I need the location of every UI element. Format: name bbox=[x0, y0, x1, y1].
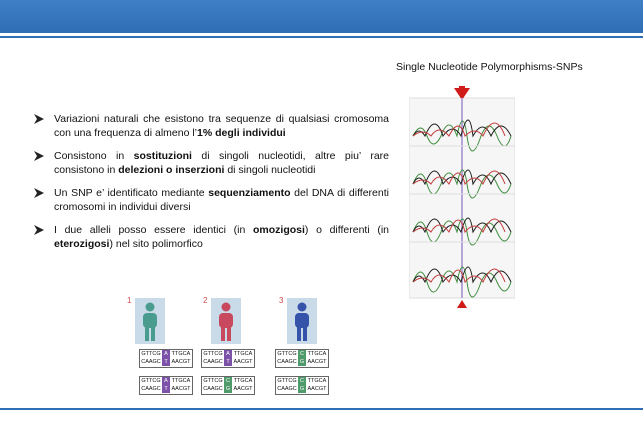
bullet-text-3-1: omozigosi bbox=[252, 224, 305, 236]
bullet-text-2-2: del DNA di differenti cromosomi in individui diversi bbox=[54, 187, 389, 213]
arrow-bullet-icon bbox=[34, 188, 44, 198]
individual-1 bbox=[127, 298, 177, 346]
bullet-text-0-1: 1% degli individui bbox=[197, 127, 286, 139]
bullet-text-2-1: sequenziamento bbox=[208, 187, 291, 199]
sequence-box: GTTCG A TTGCA CAAGC T AACGT bbox=[201, 349, 255, 368]
bullet-text-1-4: di singoli nucleotidi bbox=[224, 164, 316, 176]
chromatogram-image bbox=[409, 86, 515, 308]
header-bar bbox=[0, 0, 643, 33]
individual-3 bbox=[279, 298, 329, 346]
arrow-bullet-icon bbox=[34, 114, 44, 124]
bullet-item bbox=[33, 223, 389, 251]
sequence-box: GTTCG C TTGCA CAAGC G AACGT bbox=[275, 349, 329, 368]
individual-number: 3 bbox=[279, 296, 284, 305]
sequence-box: GTTCG C TTGCA CAAGC G AACGT bbox=[275, 376, 329, 395]
bullet-item bbox=[33, 149, 389, 177]
arrow-bullet-icon bbox=[34, 225, 44, 235]
arrow-bullet-icon bbox=[34, 151, 44, 161]
header-divider bbox=[0, 36, 643, 38]
individual-2 bbox=[203, 298, 253, 346]
individual-number: 2 bbox=[203, 296, 208, 305]
sequence-box: GTTCG A TTGCA CAAGC T AACGT bbox=[139, 376, 193, 395]
bullet-text-1-2: di singoli nucleotidi, altre piu’ rare consistono in bbox=[54, 150, 389, 176]
bullet-text-1-1: sostituzioni bbox=[133, 150, 192, 162]
bullet-item bbox=[33, 186, 389, 214]
bullet-item bbox=[33, 112, 389, 140]
sequence-box: GTTCG C TTGCA CAAGC G AACGT bbox=[201, 376, 255, 395]
bullet-text-3-4: ) nel sito polimorfico bbox=[109, 238, 203, 250]
bullet-text-3-2: ) o differenti (in bbox=[304, 224, 389, 236]
slide-title: Single Nucleotide Polymorphisms-SNPs bbox=[396, 61, 583, 73]
individual-number: 1 bbox=[127, 296, 132, 305]
bullet-text-3-0: I due alleli posso essere identici (in bbox=[54, 224, 253, 236]
bullet-text-1-0: Consistono in bbox=[54, 150, 134, 162]
person-teal-icon bbox=[140, 302, 160, 342]
person-blue-icon bbox=[292, 302, 312, 342]
sequence-box: GTTCG A TTGCA CAAGC T AACGT bbox=[139, 349, 193, 368]
person-red-icon bbox=[216, 302, 236, 342]
bullet-text-3-3: eterozigosi bbox=[54, 238, 110, 250]
footer-divider bbox=[0, 408, 643, 410]
snp-bottom-marker-icon bbox=[457, 300, 467, 308]
bullet-text-2-0: Un SNP e’ identificato mediante bbox=[54, 187, 209, 199]
bullet-text-1-3: delezioni o inserzioni bbox=[118, 164, 225, 176]
bullet-text-0-0: Variazioni naturali che esistono tra sequenze di qualsiasi cromosoma con una frequenza di almeno l’ bbox=[54, 113, 389, 139]
bullet-list bbox=[33, 112, 389, 260]
